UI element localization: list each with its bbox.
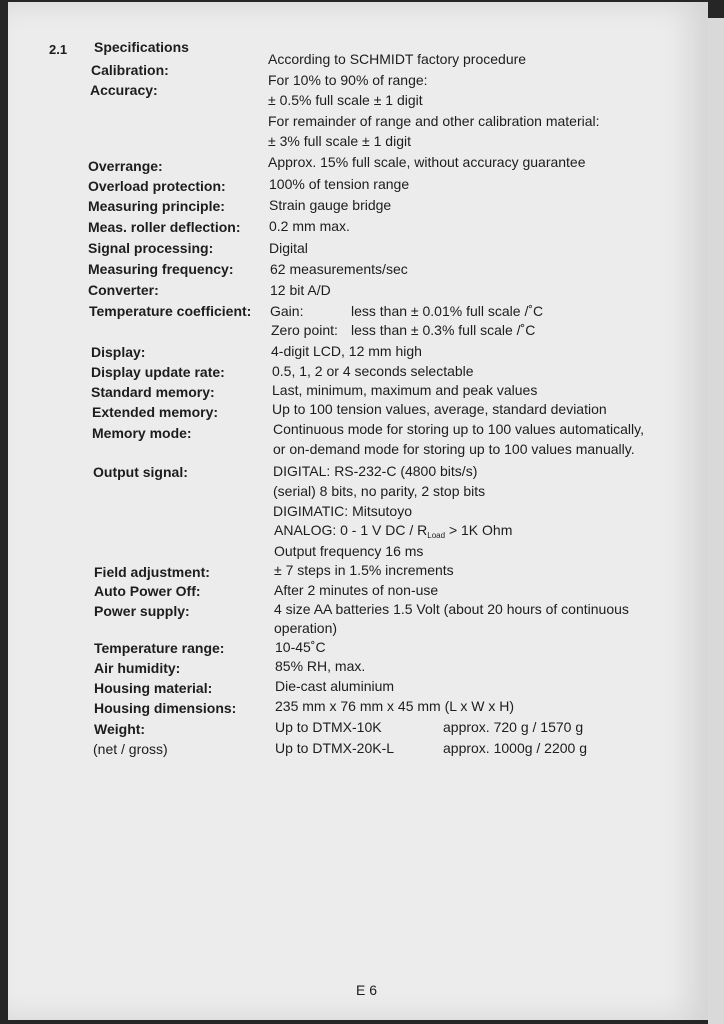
value-output-4 — [274, 522, 512, 540]
label-accuracy: Accuracy: — [90, 82, 158, 98]
label-display: Display: — [91, 344, 146, 360]
value-weight-1-value: approx. 720 g / 1570 g — [443, 719, 584, 735]
label-calibration: Calibration: — [91, 62, 169, 78]
value-output-4b: > 1K Ohm — [445, 522, 513, 538]
value-signal-processing: Digital — [269, 240, 308, 256]
label-weight-sub: (net / gross) — [93, 741, 168, 757]
value-weight-2-value: approx. 1000g / 2200 g — [443, 740, 588, 756]
value-output-5: Output frequency 16 ms — [274, 543, 424, 559]
label-temp-range: Temperature range: — [94, 640, 225, 656]
label-output-signal: Output signal: — [93, 464, 188, 480]
value-housing-dims: 235 mm x 76 mm x 45 mm (L x W x H) — [275, 698, 515, 714]
section-number: 2.1 — [49, 42, 68, 57]
value-temp-gain: less than ± 0.01% full scale /˚C — [351, 303, 544, 319]
label-housing-material: Housing material: — [94, 680, 213, 696]
value-output-4a: ANALOG: 0 - 1 V DC / R — [274, 522, 428, 538]
label-principle: Measuring principle: — [88, 198, 225, 214]
value-field-adj: ± 7 steps in 1.5% increments — [274, 562, 454, 578]
label-overrange: Overrange: — [88, 158, 163, 174]
label-memory-mode: Memory mode: — [92, 425, 192, 441]
value-std-memory: Last, minimum, maximum and peak values — [272, 382, 538, 398]
value-memory-mode-2: or on-demand mode for storing up to 100 values manually. — [273, 441, 635, 457]
label-auto-off: Auto Power Off: — [94, 583, 201, 599]
value-humidity: 85% RH, max. — [275, 658, 366, 674]
page-number: E 6 — [356, 982, 378, 998]
value-power-1: 4 size AA batteries 1.5 Volt (about 20 hours of continuous — [274, 601, 629, 617]
value-output-4-sub: Load — [427, 531, 446, 540]
value-power-2: operation) — [274, 620, 338, 636]
label-humidity: Air humidity: — [94, 660, 181, 676]
value-overload: 100% of tension range — [269, 176, 410, 192]
value-output-3: DIGIMATIC: Mitsutoyo — [273, 503, 412, 519]
value-temp-range: 10-45˚C — [275, 639, 326, 655]
label-update-rate: Display update rate: — [91, 364, 225, 380]
label-signal-processing: Signal processing: — [88, 240, 214, 256]
value-display: 4-digit LCD, 12 mm high — [271, 343, 422, 359]
value-temp-zero-label: Zero point: — [271, 322, 338, 338]
value-converter: 12 bit A/D — [270, 282, 331, 298]
value-output-2: (serial) 8 bits, no parity, 2 stop bits — [273, 483, 486, 499]
value-memory-mode-1: Continuous mode for storing up to 100 values automatically, — [273, 421, 644, 437]
label-frequency: Measuring frequency: — [88, 261, 234, 277]
value-auto-off: After 2 minutes of non-use — [274, 582, 439, 598]
label-temp-coeff: Temperature coefficient: — [89, 303, 252, 319]
label-power-supply: Power supply: — [94, 603, 190, 619]
value-weight-2-model: Up to DTMX-20K-L — [275, 740, 395, 756]
label-std-memory: Standard memory: — [91, 384, 215, 400]
value-weight-1-model: Up to DTMX-10K — [275, 719, 382, 735]
value-accuracy-4: ± 3% full scale ± 1 digit — [268, 133, 411, 149]
value-accuracy-2: ± 0.5% full scale ± 1 digit — [268, 92, 423, 108]
value-overrange: Approx. 15% full scale, without accuracy guarantee — [268, 154, 586, 170]
value-frequency: 62 measurements/sec — [270, 261, 408, 277]
value-temp-gain-label: Gain: — [270, 303, 304, 319]
page-edge — [708, 18, 724, 1024]
label-overload: Overload protection: — [88, 178, 226, 194]
value-ext-memory: Up to 100 tension values, average, standard deviation — [272, 401, 607, 417]
value-principle: Strain gauge bridge — [269, 197, 392, 213]
label-field-adj: Field adjustment: — [94, 564, 210, 580]
value-housing-material: Die-cast aluminium — [275, 678, 395, 694]
section-title: Specifications — [94, 39, 189, 55]
value-calibration: According to SCHMIDT factory procedure — [268, 51, 527, 67]
value-output-1: DIGITAL: RS-232-C (4800 bits/s) — [273, 463, 478, 479]
label-housing-dims: Housing dimensions: — [94, 700, 237, 716]
value-accuracy-3: For remainder of range and other calibration material: — [268, 113, 600, 129]
label-ext-memory: Extended memory: — [92, 404, 219, 420]
label-deflection: Meas. roller deflection: — [88, 219, 241, 235]
value-update-rate: 0.5, 1, 2 or 4 seconds selectable — [272, 363, 474, 379]
value-deflection: 0.2 mm max. — [269, 218, 350, 234]
value-temp-zero: less than ± 0.3% full scale /˚C — [351, 322, 536, 338]
label-converter: Converter: — [88, 282, 159, 298]
label-weight: Weight: — [94, 721, 146, 737]
value-accuracy-1: For 10% to 90% of range: — [268, 72, 428, 88]
